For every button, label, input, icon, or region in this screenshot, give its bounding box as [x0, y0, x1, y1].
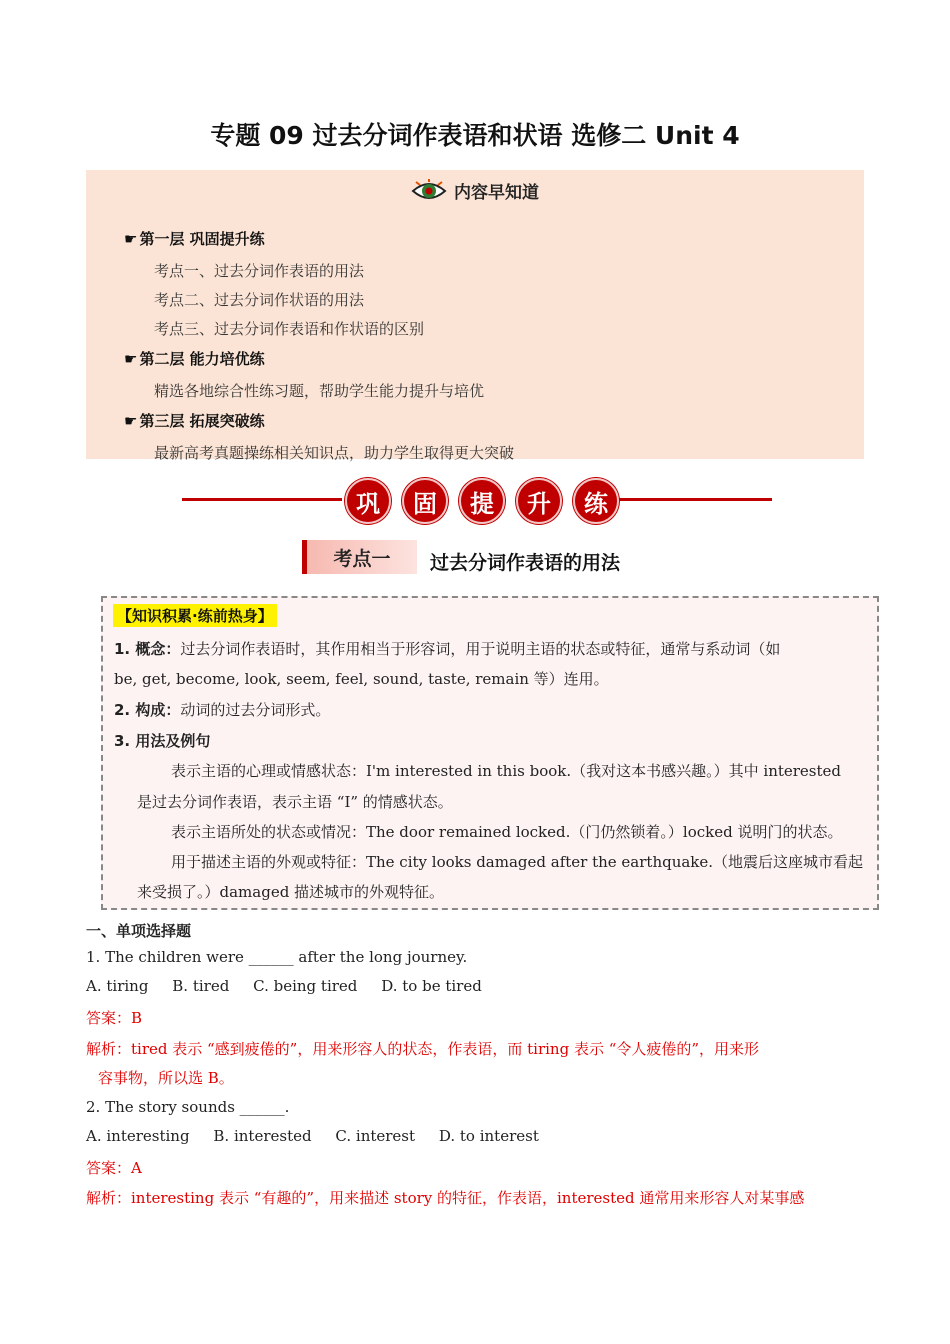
- usage-three: 用于描述主语的外观或特征：The city looks damaged after the earthquake.（地震后这座城市看起: [171, 853, 864, 871]
- banner-line-left: [182, 498, 342, 501]
- usage-one-cont: 是过去分词作表语，表示主语 “I” 的情感状态。: [137, 793, 453, 811]
- pointing-hand-icon: ☛: [124, 350, 138, 368]
- overview-heading: [86, 178, 864, 208]
- banner-char: 巩: [345, 478, 391, 524]
- level-three-label: 第三层 拓展突破练: [139, 412, 265, 430]
- usage-one: 表示主语的心理或情感状态：I'm interested in this book.（我对这本书感兴趣。）其中 interested: [171, 762, 842, 780]
- usage-heading: [114, 726, 210, 756]
- concept-label: 1. 概念：: [114, 640, 181, 658]
- structure-label: 2. 构成：: [114, 701, 181, 719]
- question-answer: 答案：B: [86, 1009, 143, 1027]
- level-one: [124, 228, 265, 249]
- banner-char: 提: [459, 478, 505, 524]
- level-one-item: 考点三、过去分词作表语和作状语的区别: [154, 320, 425, 338]
- usage-label: 3. 用法及例句: [114, 732, 211, 750]
- question-analysis: 解析：interesting 表示 “有趣的”，用来描述 story 的特征，作表语，interested 通常用来形容人对某事感: [86, 1189, 805, 1207]
- question-options: A. interesting B. interested C. interest D. to interest: [86, 1127, 539, 1145]
- level-one-label: 第一层 巩固提升练: [139, 230, 265, 248]
- structure-paragraph: [114, 695, 330, 725]
- eye-icon: [411, 179, 447, 203]
- banner-char: 固: [402, 478, 448, 524]
- knowledge-tag: 【知识积累·练前热身】: [113, 604, 277, 627]
- section-heading: 一、单项选择题: [86, 922, 192, 940]
- level-two-label: 第二层 能力培优练: [139, 350, 265, 368]
- structure-text: 动词的过去分词形式。: [180, 701, 331, 719]
- kaodian-badge: 考点一: [302, 540, 417, 574]
- level-one-item: 考点二、过去分词作状语的用法: [154, 291, 365, 309]
- page-title: 专题 09 过去分词作表语和状语 选修二 Unit 4: [210, 121, 740, 150]
- overview-box: [86, 170, 864, 462]
- question-options: A. tiring B. tired C. being tired D. to be tired: [86, 977, 482, 995]
- pointing-hand-icon: ☛: [124, 412, 138, 430]
- level-one-item: 考点一、过去分词作表语的用法: [154, 262, 365, 280]
- banner-line-right: [612, 498, 772, 501]
- question-stem: 1. The children were ______ after the long journey.: [86, 948, 468, 966]
- usage-three-cont: 来受损了。）damaged 描述城市的外观特征。: [137, 883, 445, 901]
- level-three: [124, 410, 265, 431]
- question-stem: 2. The story sounds ______.: [86, 1098, 290, 1116]
- level-three-item: 最新高考真题操练相关知识点，助力学生取得更大突破: [154, 444, 515, 462]
- concept-text: 过去分词作表语时，其作用相当于形容词，用于说明主语的状态或特征，通常与系动词（如: [180, 640, 781, 658]
- level-two-item: 精选各地综合性练习题，帮助学生能力提升与培优: [154, 382, 485, 400]
- banner-char: 升: [516, 478, 562, 524]
- question-analysis-cont: 容事物，所以选 B。: [98, 1069, 234, 1087]
- banner-char: 练: [573, 478, 619, 524]
- concept-paragraph: [114, 634, 780, 664]
- knowledge-box: [101, 596, 879, 910]
- overview-heading-text: 内容早知道: [454, 183, 540, 203]
- pointing-hand-icon: ☛: [124, 230, 138, 248]
- concept-paragraph-cont: be, get, become, look, seem, feel, sound, taste, remain 等）连用。: [114, 670, 609, 688]
- section-banner: [0, 478, 950, 524]
- question-analysis: 解析：tired 表示 “感到疲倦的”，用来形容人的状态，作表语，而 tiring 表示 “令人疲倦的”，用来形: [86, 1040, 760, 1058]
- usage-two: 表示主语所处的状态或情况：The door remained locked.（门仍然锁着。）locked 说明门的状态。: [171, 823, 843, 841]
- level-two: [124, 348, 265, 369]
- kaodian-title: 过去分词作表语的用法: [430, 552, 621, 574]
- question-answer: 答案：A: [86, 1159, 142, 1177]
